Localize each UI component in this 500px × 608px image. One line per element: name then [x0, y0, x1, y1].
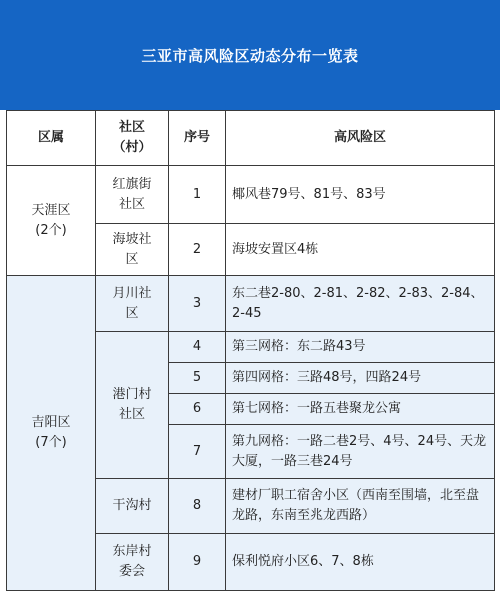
community-cell: 东岸村委会: [96, 534, 169, 591]
index-cell: 6: [169, 394, 226, 425]
area-cell: 椰风巷79号、81号、83号: [226, 166, 495, 224]
area-cell: 第七网格：一路五巷聚龙公寓: [226, 394, 495, 425]
header-index: 序号: [169, 111, 226, 166]
area-cell: 海坡安置区4栋: [226, 224, 495, 276]
table-row: [7, 276, 495, 332]
table-title: 三亚市高风险区动态分布一览表: [141, 46, 359, 65]
area-cell: 第三网格：东二路43号: [226, 332, 495, 363]
index-cell: 9: [169, 534, 226, 591]
table-title-bar: [0, 0, 500, 110]
area-cell: 第九网格：一路二巷2号、4号、24号、天龙大厦，一路三巷24号: [226, 425, 495, 479]
community-cell: 港门村社区: [96, 332, 169, 479]
index-cell: 7: [169, 425, 226, 479]
community-cell: 红旗街社区: [96, 166, 169, 224]
district-cell-tianya: 天涯区(2个): [7, 166, 96, 276]
header-district: 区属: [7, 111, 96, 166]
area-cell: 第四网格：三路48号，四路24号: [226, 363, 495, 394]
index-cell: 2: [169, 224, 226, 276]
community-cell: 月川社区: [96, 276, 169, 332]
index-cell: 4: [169, 332, 226, 363]
high-risk-area-table: [6, 110, 495, 591]
district-cell-jiyang: 吉阳区(7个): [7, 276, 96, 591]
table-row: [7, 166, 495, 224]
index-cell: 3: [169, 276, 226, 332]
community-cell: 干沟村: [96, 479, 169, 534]
index-cell: 8: [169, 479, 226, 534]
header-community: 社区（村）: [96, 111, 169, 166]
table-header-row: [7, 111, 495, 166]
area-cell: 东二巷2-80、2-81、2-82、2-83、2-84、2-45: [226, 276, 495, 332]
index-cell: 1: [169, 166, 226, 224]
index-cell: 5: [169, 363, 226, 394]
area-cell: 保利悦府小区6、7、8栋: [226, 534, 495, 591]
header-area: 高风险区: [226, 111, 495, 166]
community-cell: 海坡社区: [96, 224, 169, 276]
area-cell: 建材厂职工宿舍小区（西南至围墙，北至盘龙路，东南至兆龙西路）: [226, 479, 495, 534]
